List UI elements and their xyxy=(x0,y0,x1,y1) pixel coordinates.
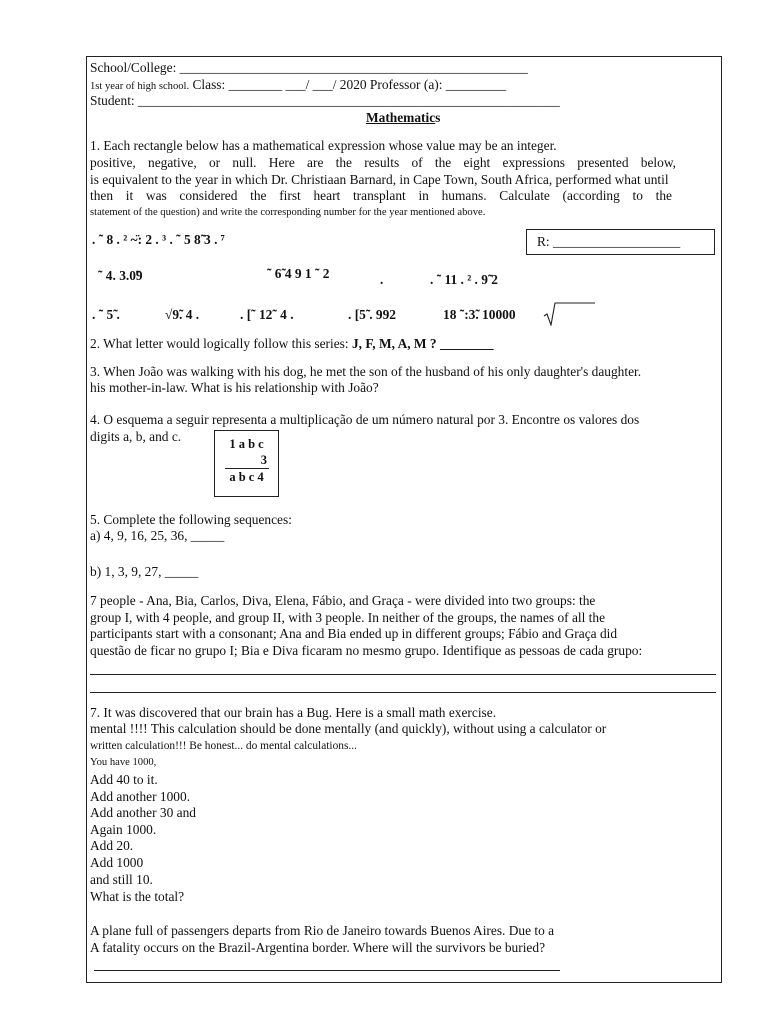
q6-answer-line-2[interactable] xyxy=(90,692,716,693)
q8-answer-line[interactable] xyxy=(94,970,560,971)
q1-expression-row-3b: √9̃. 4 . xyxy=(165,307,200,322)
square-root-icon xyxy=(543,300,595,326)
q7-step: Add 20. xyxy=(90,838,134,853)
q1-expression-row-3e: 18 ˜:3̃. 10000 xyxy=(443,307,516,322)
q6-line-2: group I, with 4 people, and group II, with 3 people. In neither of the groups, the names of all the xyxy=(90,610,606,625)
q7-line-2: mental !!!! This calculation should be done mentally (and quickly), without using a calculator or xyxy=(90,721,607,736)
q4-line-1: 4. O esquema a seguir representa a multiplicação de um número natural por 3. Encontre os valores dos xyxy=(90,412,640,427)
q3-line-2: his mother-in-law. What is his relationship with João? xyxy=(90,380,379,395)
q1-expression-row-3d: . [5̃ . 992 xyxy=(348,307,396,322)
multiplicand: 1 a b c xyxy=(229,437,264,451)
q1-line-5: statement of the question) and write the corresponding number for the year mentioned above. xyxy=(90,207,486,218)
q7-step: Add 1000 xyxy=(90,855,144,870)
q7-line-4: You have 1000, xyxy=(90,757,157,768)
q7-step: and still 10. xyxy=(90,872,153,887)
q3-line-1: 3. When João was walking with his dog, he met the son of the husband of his only daughter's daughter. xyxy=(90,364,642,379)
q1-expression-row-2a: ˜ 4. 3.0̃9 xyxy=(98,268,143,283)
q5-line-1: 5. Complete the following sequences: xyxy=(90,512,292,527)
q1-line-4: then it was considered the first heart transplant in humans. Calculate (according to the xyxy=(90,188,672,203)
q4-line-2: digits a, b, and c. xyxy=(90,429,182,444)
q7-step: Add 40 to it. xyxy=(90,772,158,787)
q6-answer-line-1[interactable] xyxy=(90,674,716,675)
q7-step: Add another 30 and xyxy=(90,805,196,820)
product: a b c 4 xyxy=(229,470,264,484)
multiplication-rule xyxy=(225,468,269,469)
school-field[interactable]: School/College: ____________________________________________________ xyxy=(90,60,528,75)
q1-expression-row-2c: . xyxy=(380,272,384,287)
q2-text: 2. What letter would logically follow this series: J, F, M, A, M ? ________ xyxy=(90,336,494,351)
q1-expression-row-2b: ˜ 6̃ 4 9 1 ˜ 2 xyxy=(267,266,330,281)
q8-line-1: A plane full of passengers departs from Rio de Janeiro towards Buenos Aires. Due to a xyxy=(90,923,555,938)
q1-line-3: is equivalent to the year in which Dr. Christiaan Barnard, in Cape Town, South Africa, performed what until xyxy=(90,172,669,187)
q1-answer-box[interactable] xyxy=(526,229,715,255)
q6-line-3: participants start with a consonant; Ana and Bia ended up in different groups; Fábio and Graça did xyxy=(90,626,618,641)
q6-line-1: 7 people - Ana, Bia, Carlos, Diva, Elena, Fábio, and Graça - were divided into two groups: the xyxy=(90,593,596,608)
q1-answer-label[interactable]: R: ___________________ xyxy=(537,234,681,249)
q8-line-2: A fatality occurs on the Brazil-Argentina border. Where will the survivors be buried? xyxy=(90,940,546,955)
subject-title: Mathematics xyxy=(366,110,441,125)
student-field[interactable]: Student: _______________________________________________________________ xyxy=(90,93,560,108)
q7-step: Again 1000. xyxy=(90,822,157,837)
q2-series: J, F, M, A, M ? ________ xyxy=(351,336,494,351)
q1-expression-row-3c: . [˜ 12˜ 4 . xyxy=(240,307,294,322)
q5-sequence-a[interactable]: a) 4, 9, 16, 25, 36, _____ xyxy=(90,528,225,543)
q1-expression-row-2d: . ˜ 11 . ² . 9̃ 2 xyxy=(430,272,498,287)
q7-step: Add another 1000. xyxy=(90,789,191,804)
q6-line-4: questão de ficar no grupo I; Bia e Diva ficaram no mesmo grupo. Identifique as pessoas de cada grupo: xyxy=(90,643,643,658)
q1-expression-row-3a: . ˜ 5̃ . xyxy=(92,307,120,322)
q1-line-2: positive, negative, or null. Here are the results of the eight expressions presented below, xyxy=(90,155,676,170)
grade-label: 1st year of high school. xyxy=(90,81,190,92)
q7-step: What is the total? xyxy=(90,889,185,904)
class-professor-field[interactable]: Class: ________ ___/ ___/ 2020 Professor (a): _________ xyxy=(189,77,507,92)
q1-line-1: 1. Each rectangle below has a mathematical expression whose value may be an integer. xyxy=(90,138,557,153)
q1-expression-row-1: . ˜ 8 . ² ~̈: 2 . ³ . ˜ 5 8̃ 3 . ⁷ xyxy=(92,232,225,247)
q7-line-3: written calculation!!! Be honest... do mental calculations... xyxy=(90,740,357,752)
multiplication-box xyxy=(214,430,279,497)
multiplier: 3 xyxy=(260,453,267,467)
q5-sequence-b[interactable]: b) 1, 3, 9, 27, _____ xyxy=(90,564,199,579)
q7-line-1: 7. It was discovered that our brain has a Bug. Here is a small math exercise. xyxy=(90,705,497,720)
